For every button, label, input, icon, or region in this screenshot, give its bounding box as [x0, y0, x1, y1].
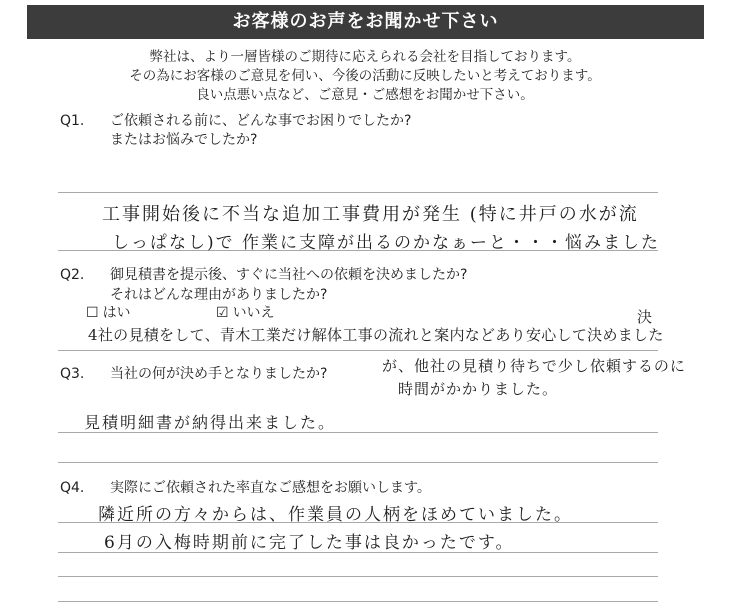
- q2-question: [60, 264, 467, 284]
- q2-answer: 4社の見積をして、青木工業だけ解体工事の流れと案内などあり安心して決めました: [88, 326, 664, 344]
- q4-answer-rule-4: [58, 601, 658, 602]
- intro-line-2: その為にお客様のご意見を伺い、今後の活動に反映したいと考えております。: [129, 68, 601, 84]
- q4-answer-rule-2: [58, 552, 658, 553]
- q3-answer-rule-1: [58, 432, 658, 433]
- q2-option-yes[interactable]: [86, 302, 131, 322]
- q2-no-checkbox[interactable]: ☑: [216, 305, 229, 321]
- q3-side-answer-line-2: 時間がかかりました。: [398, 380, 559, 398]
- q3-line1: 当社の何が決め手となりましたか?: [110, 366, 328, 382]
- intro-line-3: 良い点悪い点など、ご意見・ご感想をお聞かせ下さい。: [196, 87, 534, 103]
- q4-answer-line-1: 隣近所の方々からは、作業員の人柄をほめていました。: [98, 505, 573, 525]
- q1-question: [60, 110, 411, 130]
- intro-line-1: 弊社は、より一層皆様のご期待に応えられる会社を目指しております。: [149, 49, 581, 65]
- q3-number: Q3.: [60, 366, 85, 382]
- q1-line1: ご依頼される前に、どんな事でお困りでしたか?: [110, 113, 412, 129]
- page-title-banner: お客様のお声をお聞かせ下さい: [27, 5, 704, 39]
- q1-number: Q1.: [60, 113, 85, 129]
- q2-yes-checkbox[interactable]: ☐: [86, 305, 99, 321]
- q2-line1: 御見積書を提示後、すぐに当社への依頼を決めましたか?: [110, 267, 468, 283]
- q2-line2: それはどんな理由がありましたか?: [110, 287, 328, 303]
- q4-answer-rule-1: [58, 522, 658, 523]
- q4-answer-line-2: 6月の入梅時期前に完了した事は良かったです。: [104, 533, 515, 553]
- q2-correction-mark: 決: [637, 308, 653, 326]
- q3-question: [60, 363, 327, 383]
- q4-number: Q4.: [60, 480, 85, 496]
- q1-line2: またはお悩みでしたか?: [110, 132, 258, 148]
- q4-question: [60, 477, 431, 497]
- q3-answer: 見積明細書が納得出来ました。: [84, 413, 337, 432]
- q2-answer-rule: [58, 350, 658, 351]
- q1-answer-rule-1: [58, 192, 658, 193]
- q2-option-no[interactable]: [216, 302, 275, 322]
- q4-answer-rule-3: [58, 576, 658, 577]
- q1-answer-line-2: しっぱなし)で 作業に支障が出るのかなぁーと・・・悩みました: [112, 233, 661, 253]
- q2-yes-label: はい: [102, 305, 131, 321]
- q4-line1: 実際にご依頼された率直なご感想をお願いします。: [110, 480, 431, 496]
- q1-answer-line-1: 工事開始後に不当な追加工事費用が発生 (特に井戸の水が流: [102, 204, 639, 225]
- q3-side-answer-line-1: が、他社の見積り待ちで少し依頼するのに: [382, 357, 686, 375]
- q2-no-label: いいえ: [232, 305, 275, 321]
- q3-answer-rule-2: [58, 462, 658, 463]
- q2-number: Q2.: [60, 267, 85, 283]
